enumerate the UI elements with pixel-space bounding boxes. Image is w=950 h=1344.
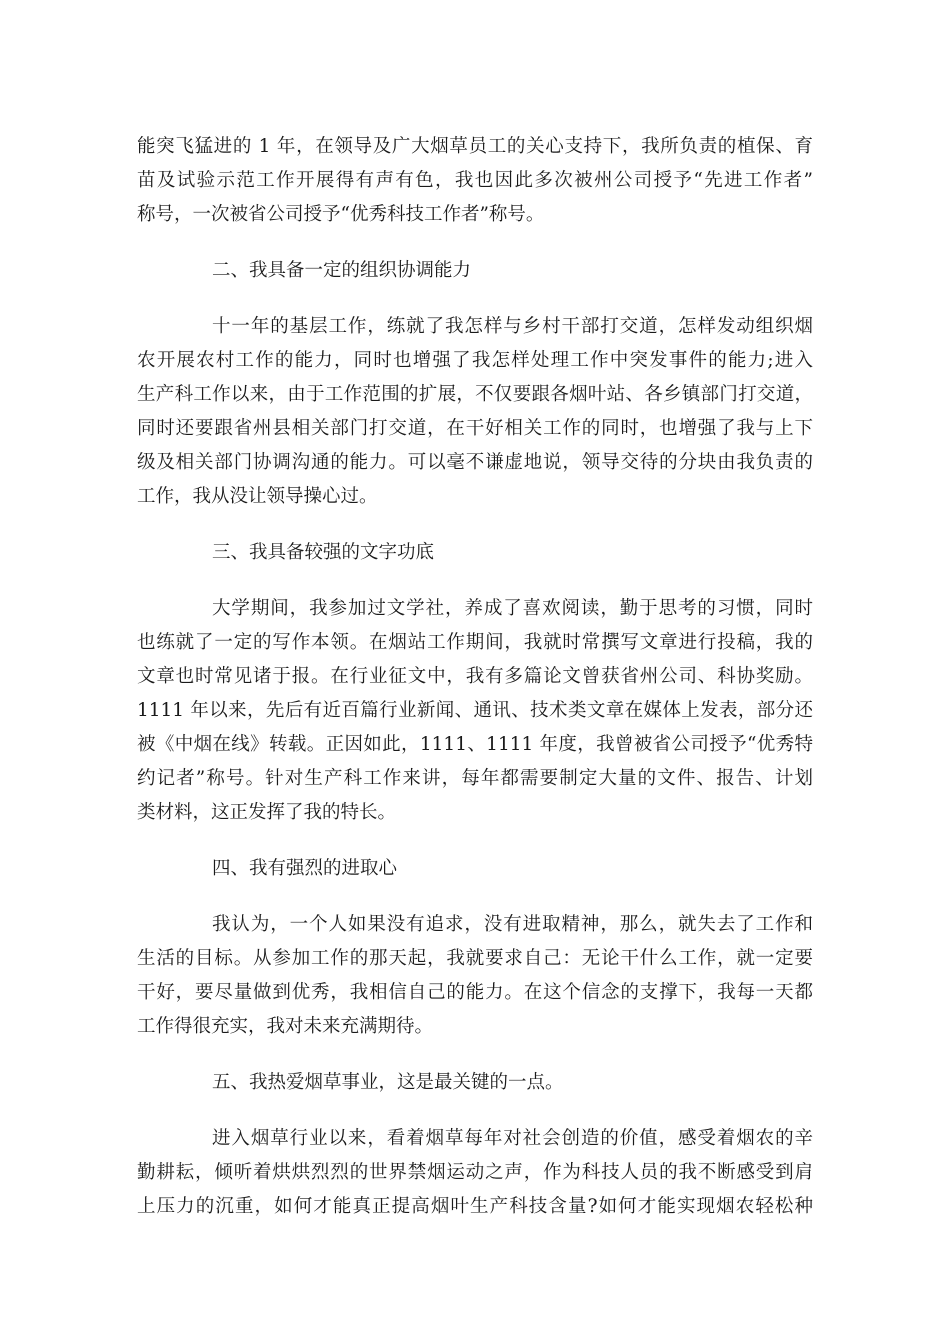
paragraph-spacer xyxy=(137,288,813,310)
paragraph-spacer xyxy=(137,1100,813,1122)
paragraph-line: 生活的目标。从参加工作的那天起，我就要求自己：无论干什么工作，就一定要 xyxy=(137,948,813,969)
paragraph-line: 被《中烟在线》转载。正因如此，1111、1111 年度，我曾被省公司授予“优秀特 xyxy=(137,734,813,755)
body-paragraph xyxy=(137,908,813,1044)
paragraph-line: 类材料，这正发挥了我的特长。 xyxy=(137,802,397,823)
paragraph-line: 农开展农村工作的能力，同时也增强了我怎样处理工作中突发事件的能力;进入 xyxy=(137,350,813,371)
paragraph-line: 生产科工作以来，由于工作范围的扩展，不仅要跟各烟叶站、各乡镇部门打交道， xyxy=(137,384,813,405)
paragraph-line: 工作，我从没让领导操心过。 xyxy=(137,486,378,507)
paragraph-spacer xyxy=(137,570,813,592)
paragraph-line: 大学期间，我参加过文学社，养成了喜欢阅读，勤于思考的习惯，同时 xyxy=(212,598,813,619)
heading-text: 五、我热爱烟草事业，这是最关键的一点。 xyxy=(212,1072,564,1093)
paragraph-spacer xyxy=(137,1044,813,1066)
heading-text: 三、我具备较强的文字功底 xyxy=(212,542,435,563)
body-paragraph xyxy=(137,592,813,830)
paragraph-line: 干好，要尽量做到优秀，我相信自己的能力。在这个信念的支撑下，我每一天都 xyxy=(137,982,813,1003)
paragraph-line: 我认为，一个人如果没有追求，没有进取精神，那么，就失去了工作和 xyxy=(212,914,813,935)
paragraph-spacer xyxy=(137,886,813,908)
document-body xyxy=(137,130,813,1224)
paragraph-spacer xyxy=(137,514,813,536)
paragraph-line: 称号，一次被省公司授予“优秀科技工作者”称号。 xyxy=(137,204,545,225)
paragraph-line: 上压力的沉重，如何才能真正提高烟叶生产科技含量?如何才能实现烟农轻松种 xyxy=(137,1196,813,1217)
section-heading xyxy=(137,536,813,570)
section-heading xyxy=(137,852,813,886)
paragraph-line: 级及相关部门协调沟通的能力。可以毫不谦虚地说，领导交待的分块由我负责的 xyxy=(137,452,813,473)
heading-text: 四、我有强烈的进取心 xyxy=(212,858,398,879)
paragraph-line: 约记者”称号。针对生产科工作来讲，每年都需要制定大量的文件、报告、计划 xyxy=(137,768,813,789)
paragraph-line: 苗及试验示范工作开展得有声有色，我也因此多次被州公司授予“先进工作者” xyxy=(137,170,813,191)
paragraph-line: 同时还要跟省州县相关部门打交道，在干好相关工作的同时，也增强了我与上下 xyxy=(137,418,813,439)
body-paragraph xyxy=(137,310,813,514)
paragraph-line: 工作得很充实，我对未来充满期待。 xyxy=(137,1016,434,1037)
paragraph-line: 勤耕耘，倾听着烘烘烈烈的世界禁烟运动之声，作为科技人员的我不断感受到肩 xyxy=(137,1162,813,1183)
heading-text: 二、我具备一定的组织协调能力 xyxy=(212,260,472,281)
paragraph-spacer xyxy=(137,830,813,852)
body-paragraph xyxy=(137,130,813,232)
paragraph-line: 进入烟草行业以来，看着烟草每年对社会创造的价值，感受着烟农的辛 xyxy=(212,1128,813,1149)
body-paragraph xyxy=(137,1122,813,1224)
paragraph-line: 1111 年以来，先后有近百篇行业新闻、通讯、技术类文章在媒体上发表，部分还 xyxy=(137,700,813,721)
paragraph-line: 十一年的基层工作，练就了我怎样与乡村干部打交道，怎样发动组织烟 xyxy=(212,316,813,337)
paragraph-spacer xyxy=(137,232,813,254)
section-heading xyxy=(137,254,813,288)
paragraph-line: 文章也时常见诸于报。在行业征文中，我有多篇论文曾获省州公司、科协奖励。 xyxy=(137,666,813,687)
paragraph-line: 也练就了一定的写作本领。在烟站工作期间，我就时常撰写文章进行投稿，我的 xyxy=(137,632,813,653)
paragraph-line: 能突飞猛进的 1 年，在领导及广大烟草员工的关心支持下，我所负责的植保、育 xyxy=(137,136,813,157)
section-heading xyxy=(137,1066,813,1100)
